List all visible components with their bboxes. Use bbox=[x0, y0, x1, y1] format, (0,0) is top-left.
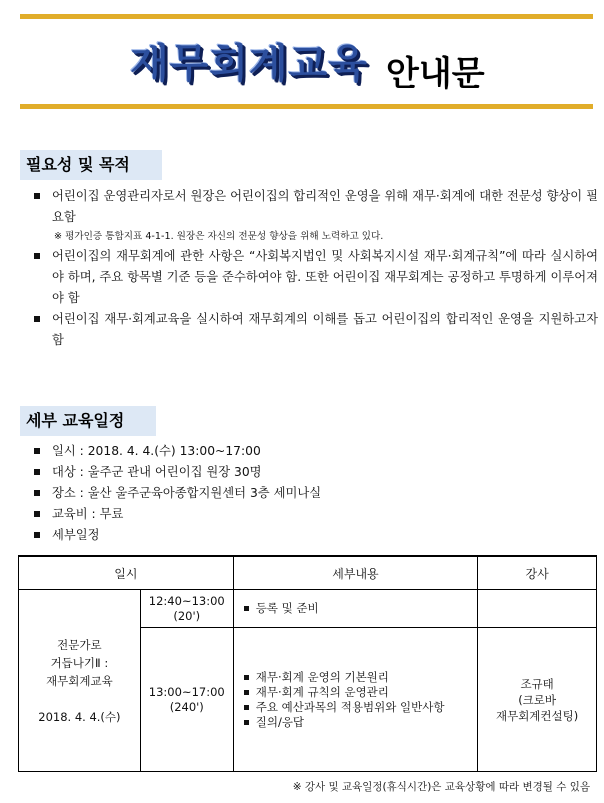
table-row bbox=[19, 590, 597, 628]
list-item: 일시 : 2018. 4. 4.(수) 13:00~17:00 bbox=[30, 441, 598, 462]
time-range: 12:40~13:00 bbox=[148, 593, 225, 608]
col-header-details: 세부내용 bbox=[233, 556, 477, 590]
time-duration: (20') bbox=[173, 608, 201, 623]
details-cell bbox=[233, 590, 477, 628]
detail-item: 주요 예산과목의 적용범위와 일반사항 bbox=[242, 700, 477, 715]
time-cell bbox=[140, 628, 233, 772]
detail-item: 재무·회계 운영의 기본원리 bbox=[242, 670, 477, 685]
section-heading-purpose: 필요성 및 목적 bbox=[20, 150, 162, 180]
lecturer-cell bbox=[478, 590, 597, 628]
list-item: 어린이집의 재무회계에 관한 사항은 “사회복지법인 및 사회복지시설 재무·회계규칙”에 따라 실시하여야 하며, 주요 항목별 기준 등을 준수하여야 함. 또한 어린이집 재무회계는 공정하고 투명하게 이루어져야 함 bbox=[30, 246, 598, 309]
detail-item: 등록 및 준비 bbox=[242, 601, 477, 616]
page-subtitle: 안내문 bbox=[386, 54, 485, 94]
schedule-list bbox=[30, 441, 598, 546]
session-cell bbox=[19, 590, 141, 772]
detail-item: 질의/응답 bbox=[242, 715, 477, 730]
details-cell bbox=[233, 628, 477, 772]
time-cell bbox=[140, 590, 233, 628]
list-item: 세부일정 bbox=[30, 525, 598, 546]
col-header-datetime: 일시 bbox=[19, 556, 234, 590]
list-item: 어린이집 운영관리자로서 원장은 어린이집의 합리적인 운영을 위해 재무·회계에 대한 전문성 향상이 필요함 bbox=[30, 186, 598, 228]
lecturer-org: (크로바 bbox=[518, 692, 557, 707]
session-name-line: 재무회계교육 bbox=[46, 673, 113, 688]
list-item: 교육비 : 무료 bbox=[30, 504, 598, 525]
session-date: 2018. 4. 4.(수) bbox=[38, 709, 121, 724]
list-item: 대상 : 울주군 관내 어린이집 원장 30명 bbox=[30, 462, 598, 483]
purpose-list bbox=[30, 186, 598, 351]
bottom-rule bbox=[20, 104, 593, 109]
list-item: 장소 : 울산 울주군육아종합지원센터 3층 세미나실 bbox=[30, 483, 598, 504]
lecturer-cell bbox=[478, 628, 597, 772]
top-rule bbox=[20, 14, 593, 19]
time-duration: (240') bbox=[169, 699, 204, 714]
list-note: ※ 평가인증 통합지표 4-1-1. 원장은 자신의 전문성 향상을 위해 노력하고 있다. bbox=[54, 231, 384, 242]
col-header-lecturer: 강사 bbox=[478, 556, 597, 590]
footer-note: ※ 강사 및 교육일정(휴식시간)은 교육상황에 따라 변경될 수 있음 bbox=[292, 781, 590, 793]
detail-item: 재무·회계 규칙의 운영관리 bbox=[242, 685, 477, 700]
section-heading-schedule: 세부 교육일정 bbox=[20, 406, 156, 436]
time-range: 13:00~17:00 bbox=[148, 684, 225, 699]
schedule-table bbox=[18, 555, 597, 772]
title-banner bbox=[0, 26, 604, 92]
table-header-row bbox=[19, 556, 597, 590]
list-item: 어린이집 재무·회계교육을 실시하여 재무회계의 이해를 돕고 어린이집의 합리적인 운영을 지원하고자 함 bbox=[30, 309, 598, 351]
session-name-line: 거듭나기Ⅱ : bbox=[50, 655, 109, 670]
page-title: 재무회계교육 bbox=[130, 41, 368, 87]
lecturer-name: 조규태 bbox=[520, 676, 554, 691]
session-name-line: 전문가로 bbox=[57, 637, 102, 652]
lecturer-org: 재무회계컨설팅) bbox=[495, 708, 579, 723]
